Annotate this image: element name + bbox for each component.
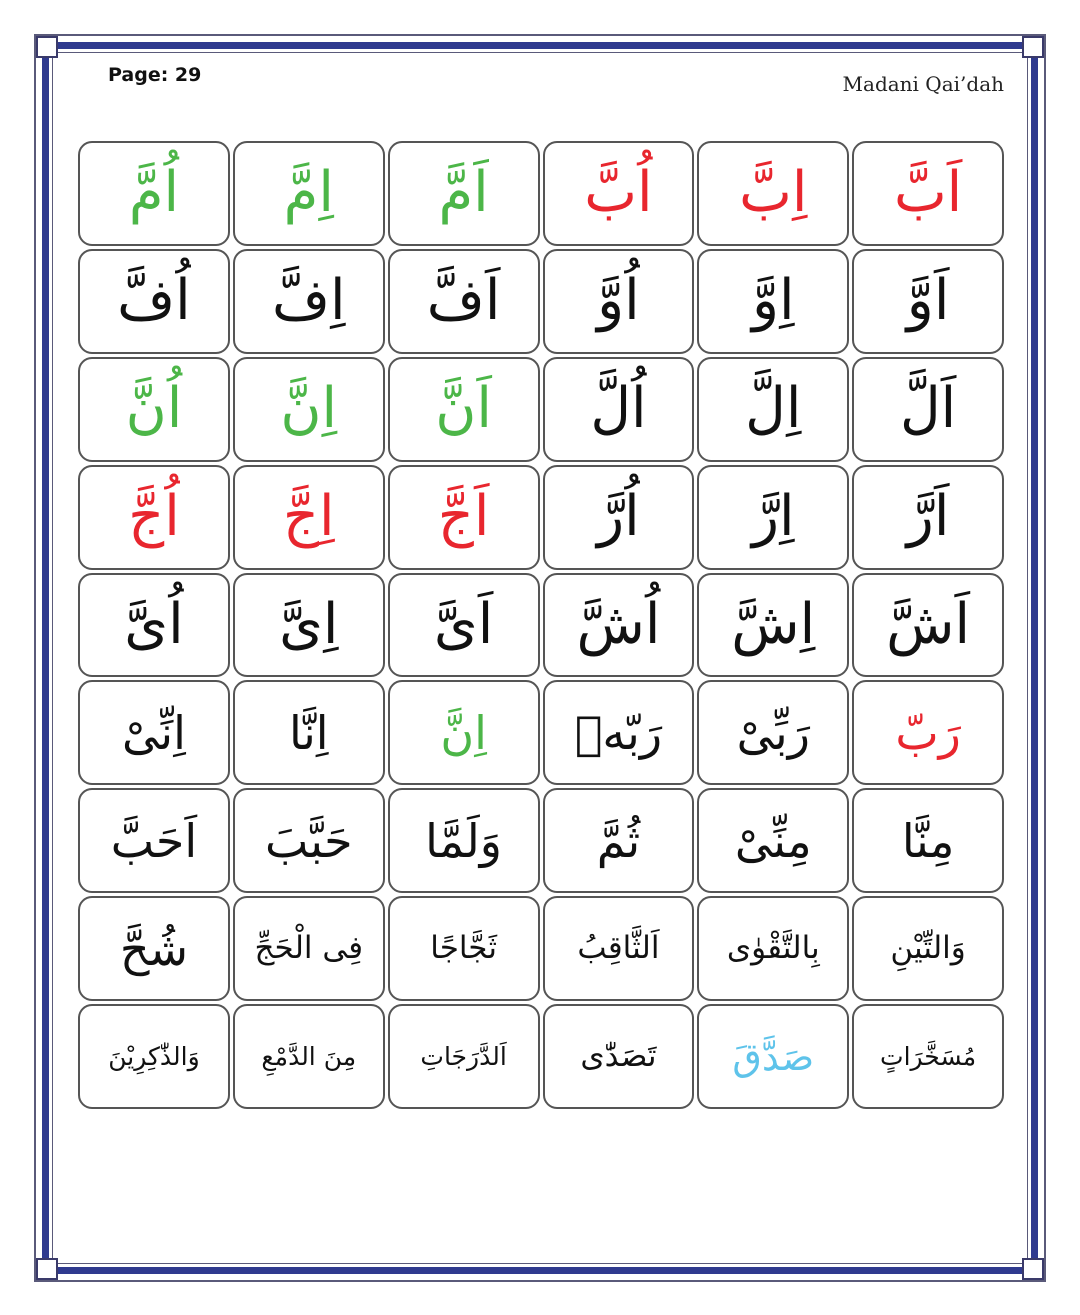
arabic-word: ثُمَّ (596, 813, 641, 868)
arabic-word: اِنَّ (440, 705, 487, 760)
arabic-word: اِبَّ (739, 160, 808, 226)
arabic-word: اِنَّا (288, 705, 329, 760)
arabic-word: اُنَّ (125, 376, 183, 442)
arabic-word: اُجَّ (128, 484, 180, 550)
arabic-word: اَىَّ (433, 591, 494, 657)
arabic-word: وَالذّٰكِرِيْنَ (108, 1042, 200, 1072)
frame-corner-bottom-left (36, 1258, 58, 1280)
grid-cell (388, 788, 540, 893)
grid-cell (78, 1004, 230, 1109)
grid-cell (78, 357, 230, 462)
grid-cell (388, 357, 540, 462)
arabic-word: مُسَخَّرَاتٍ (880, 1042, 977, 1072)
arabic-word: اَحَبَّ (110, 813, 198, 868)
arabic-word: اِنِّىْ (121, 705, 186, 760)
grid-cell (233, 141, 385, 246)
grid-cell (388, 249, 540, 354)
page-number: Page: 29 (108, 64, 202, 86)
arabic-word: اِرَّ (751, 484, 795, 550)
grid-cell (697, 573, 849, 678)
arabic-word: اَلدَّرَجَاتِ (420, 1042, 507, 1072)
grid-cell (543, 357, 695, 462)
grid-cell (78, 573, 230, 678)
grid-cell (697, 249, 849, 354)
arabic-word: حَبَّبَ (265, 813, 353, 868)
grid-cell (543, 465, 695, 570)
grid-cell (543, 249, 695, 354)
arabic-word: اُبَّ (584, 160, 653, 226)
grid-cell (852, 465, 1004, 570)
arabic-word: اُىَّ (124, 591, 184, 657)
arabic-word: اَوَّ (906, 268, 950, 334)
grid-cell (852, 357, 1004, 462)
arabic-word: اُمَّ (128, 160, 180, 226)
grid-cell (852, 1004, 1004, 1109)
arabic-word: رَبِّىْ (736, 705, 810, 760)
arabic-word: اَمَّ (438, 160, 489, 226)
arabic-word: اِلَّ (745, 376, 802, 442)
arabic-word: مِنِّىْ (734, 813, 812, 868)
arabic-word: اُرَّ (597, 484, 640, 550)
grid-cell (697, 465, 849, 570)
grid-cell (78, 465, 230, 570)
arabic-word: اَجَّ (437, 484, 490, 550)
grid-cell (233, 788, 385, 893)
letter-grid (78, 141, 1004, 1109)
grid-cell (697, 680, 849, 785)
grid-cell (233, 896, 385, 1001)
arabic-word: وَلَمَّا (425, 813, 503, 868)
grid-cell (78, 680, 230, 785)
arabic-word: صَدَّقَ (732, 1034, 815, 1079)
arabic-word: شُحَّ (119, 921, 189, 976)
arabic-word: اَفَّ (426, 268, 501, 334)
arabic-word: اِجَّ (282, 484, 335, 550)
grid-cell (697, 788, 849, 893)
grid-cell (233, 680, 385, 785)
arabic-word: اُشَّ (576, 591, 661, 657)
grid-cell (388, 680, 540, 785)
grid-cell (78, 896, 230, 1001)
grid-cell (233, 357, 385, 462)
arabic-word: رَبّ (895, 705, 961, 760)
arabic-word: فِى الْحَجِّ (254, 930, 364, 967)
grid-cell (233, 249, 385, 354)
grid-cell (78, 141, 230, 246)
grid-cell (697, 141, 849, 246)
arabic-word: اَنَّ (435, 376, 492, 442)
arabic-word: وَالتِّيْنِ (890, 930, 966, 967)
grid-cell (543, 680, 695, 785)
arabic-word: اِوَّ (751, 268, 795, 334)
arabic-word: اِمَّ (283, 160, 334, 226)
book-title: Madani Qai’dah (842, 72, 1004, 96)
arabic-word: تَصَدّٰى (580, 1038, 657, 1075)
arabic-word: اِىَّ (279, 591, 339, 657)
arabic-word: رَبّهٖ (574, 705, 663, 760)
arabic-word: مِنَ الدَّمْعِ (261, 1042, 357, 1072)
grid-cell (543, 788, 695, 893)
grid-cell (697, 896, 849, 1001)
arabic-word: اَرَّ (906, 484, 950, 550)
grid-cell (852, 141, 1004, 246)
grid-cell (852, 573, 1004, 678)
arabic-word: اَلثَّاقِبُ (577, 930, 660, 967)
grid-cell (697, 357, 849, 462)
frame-corner-top-right (1022, 36, 1044, 58)
arabic-word: بِالتَّقْوٰى (726, 930, 820, 967)
grid-cell (697, 1004, 849, 1109)
grid-cell (543, 1004, 695, 1109)
arabic-word: اُوَّ (597, 268, 640, 334)
grid-cell (543, 141, 695, 246)
grid-cell (388, 573, 540, 678)
arabic-word: اَلَّ (899, 376, 957, 442)
grid-cell (388, 1004, 540, 1109)
grid-cell (852, 249, 1004, 354)
arabic-word: اُلَّ (590, 376, 647, 442)
grid-cell (78, 249, 230, 354)
grid-cell (543, 896, 695, 1001)
arabic-word: اِشَّ (731, 591, 816, 657)
frame-corner-top-left (36, 36, 58, 58)
arabic-word: اَشَّ (886, 591, 971, 657)
arabic-word: اَبَّ (893, 160, 963, 226)
grid-cell (233, 573, 385, 678)
grid-cell (388, 141, 540, 246)
grid-cell (852, 896, 1004, 1001)
grid-cell (852, 680, 1004, 785)
arabic-word: مِنَّا (901, 813, 955, 868)
arabic-word: اِفَّ (271, 268, 346, 334)
grid-cell (852, 788, 1004, 893)
frame-corner-bottom-right (1022, 1258, 1044, 1280)
arabic-word: ثَجَّاجًا (430, 930, 497, 967)
grid-cell (233, 1004, 385, 1109)
grid-cell (388, 465, 540, 570)
grid-cell (233, 465, 385, 570)
arabic-word: اُفَّ (117, 268, 191, 334)
grid-cell (78, 788, 230, 893)
grid-cell (388, 896, 540, 1001)
grid-cell (543, 573, 695, 678)
arabic-word: اِنَّ (280, 376, 338, 442)
